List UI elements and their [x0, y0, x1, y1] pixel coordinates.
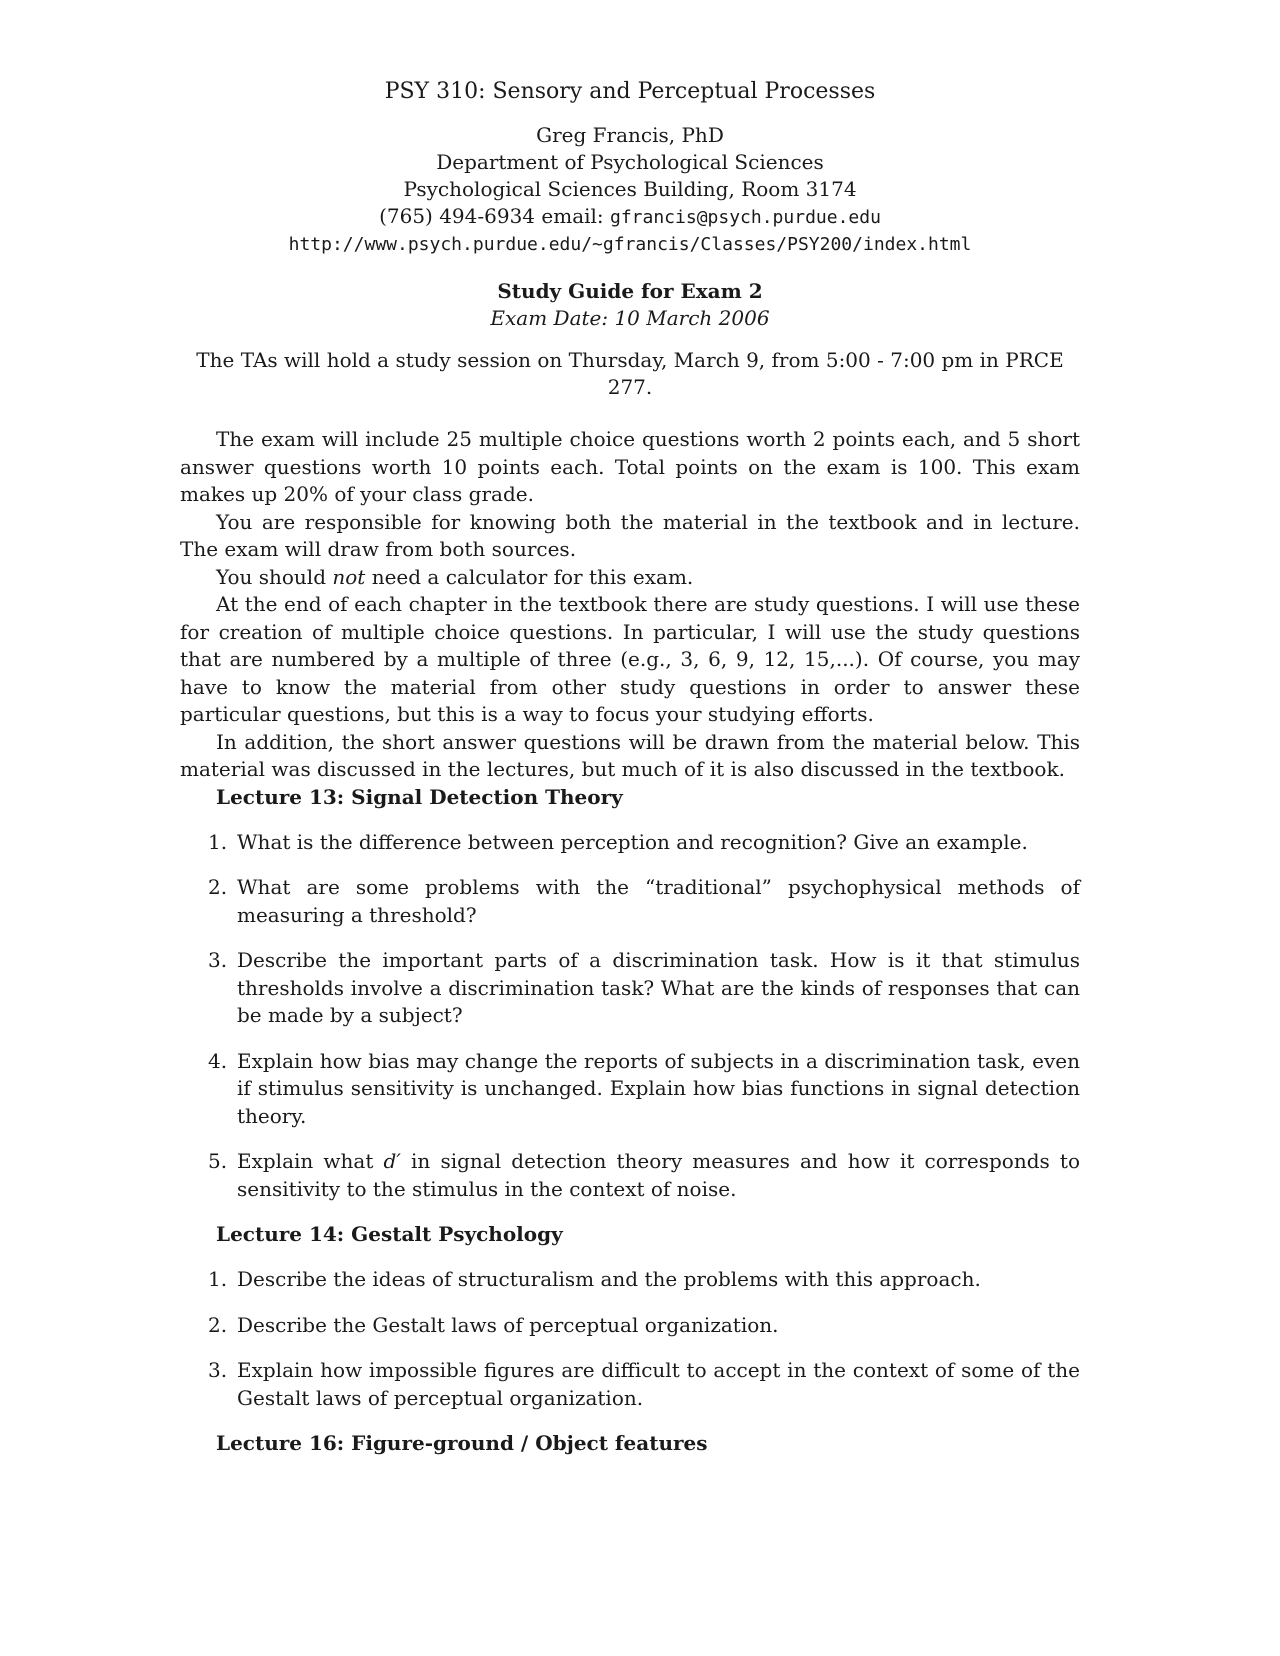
lecture-13-questions	[180, 829, 1080, 1204]
lecture-14-heading: Lecture 14: Gestalt Psychology	[216, 1222, 563, 1246]
guide-title: Study Guide for Exam 2	[497, 279, 763, 303]
question-text: Describe the Gestalt laws of perceptual organization.	[237, 1312, 779, 1337]
d-prime-symbol: d′	[383, 1149, 401, 1173]
question-text: What is the difference between perception and recognition? Give an example.	[237, 829, 1028, 854]
list-item	[180, 1357, 1080, 1412]
list-item	[180, 874, 1080, 929]
question-number: 1.	[208, 1267, 228, 1291]
question-number: 4.	[208, 1048, 228, 1073]
study-session-note: The TAs will hold a study session on Thursday, March 9, from 5:00 - 7:00 pm in PRCE 277.	[196, 348, 1064, 399]
question-number: 5.	[208, 1149, 228, 1173]
lecture-13-heading: Lecture 13: Signal Detection Theory	[216, 784, 623, 809]
question-text: Describe the important parts of a discrimination task. How is it that stimulus thresholds involve a discrimination task? What are the kinds of responses that can be made by a subject?	[237, 948, 1080, 1027]
question-number: 3.	[208, 1358, 228, 1382]
department: Department of Psychological Sciences	[436, 150, 824, 174]
phone-label: (765) 494-6934 email:	[379, 204, 610, 228]
instructions-body	[180, 426, 1080, 1457]
paragraph-calculator	[180, 564, 1080, 592]
calculator-text-end: need a calculator for this exam.	[365, 564, 694, 589]
lecture-14-questions	[180, 1266, 1080, 1412]
question-text: Explain how bias may change the reports of subjects in a discrimination task, even if stimulus sensitivity is unchanged. Explain how bias functions in signal detection theory.	[237, 1048, 1080, 1128]
course-title: PSY 310: Sensory and Perceptual Processes	[384, 79, 876, 104]
calculator-text-start: You should	[216, 564, 333, 589]
paragraph-exam-format: The exam will include 25 multiple choice questions worth 2 points each, and 5 short answer questions worth 10 points each. Total points on the exam is 100. This exam makes up 20% of your class grade.	[180, 427, 1080, 506]
list-item	[180, 1048, 1080, 1131]
paragraph-short-answer: In addition, the short answer questions will be drawn from the material below. This material was discussed in the lectures, but much of it is also discussed in the textbook.	[180, 729, 1080, 781]
question-text: Explain how impossible figures are difficult to accept in the context of some of the Gestalt laws of perceptual organization.	[237, 1358, 1080, 1410]
list-item	[180, 1312, 1080, 1340]
lecture-16-heading: Lecture 16: Figure-ground / Object features	[216, 1431, 708, 1455]
office-location: Psychological Sciences Building, Room 3174	[403, 177, 857, 201]
exam-date: Exam Date: 10 March 2006	[490, 306, 770, 330]
list-item	[180, 1148, 1080, 1203]
question-number: 3.	[208, 948, 228, 972]
question-number: 2.	[208, 1312, 228, 1337]
instructor-name: Greg Francis, PhD	[536, 123, 724, 147]
question-text-start: Explain what	[237, 1149, 384, 1173]
question-number: 2.	[208, 875, 228, 899]
author-block	[180, 122, 1080, 258]
course-url-link[interactable]: http://www.psych.purdue.edu/~gfrancis/Classes/PSY200/index.html	[288, 234, 972, 255]
question-text: Describe the ideas of structuralism and the problems with this approach.	[237, 1267, 981, 1291]
paragraph-responsibility: You are responsible for knowing both the material in the textbook and in lecture. The exam will draw from both sources.	[180, 509, 1080, 561]
email-link[interactable]: gfrancis@psych.purdue.edu	[610, 207, 881, 228]
question-text-end: in signal detection theory measures and how it corresponds to sensitivity to the stimulus in the context of noise.	[237, 1149, 1080, 1201]
paragraph-study-questions: At the end of each chapter in the textbook there are study questions. I will use these for creation of multiple choice questions. In particular, I will use the study questions that are numbered by a multiple of three (e.g., 3, 6, 9, 12, 15,...). Of course, you may have to know the material from other study questions in order to answer these particular questions, but this is a way to focus your studying efforts.	[180, 592, 1080, 726]
list-item	[180, 1266, 1080, 1294]
question-text: What are some problems with the “traditional” psychophysical methods of measuring a threshold?	[237, 875, 1080, 927]
contact-line	[180, 203, 1080, 231]
document-page	[180, 78, 1080, 1457]
calculator-emphasis: not	[332, 564, 366, 589]
list-item	[180, 947, 1080, 1030]
question-number: 1.	[208, 829, 228, 854]
list-item	[180, 829, 1080, 857]
